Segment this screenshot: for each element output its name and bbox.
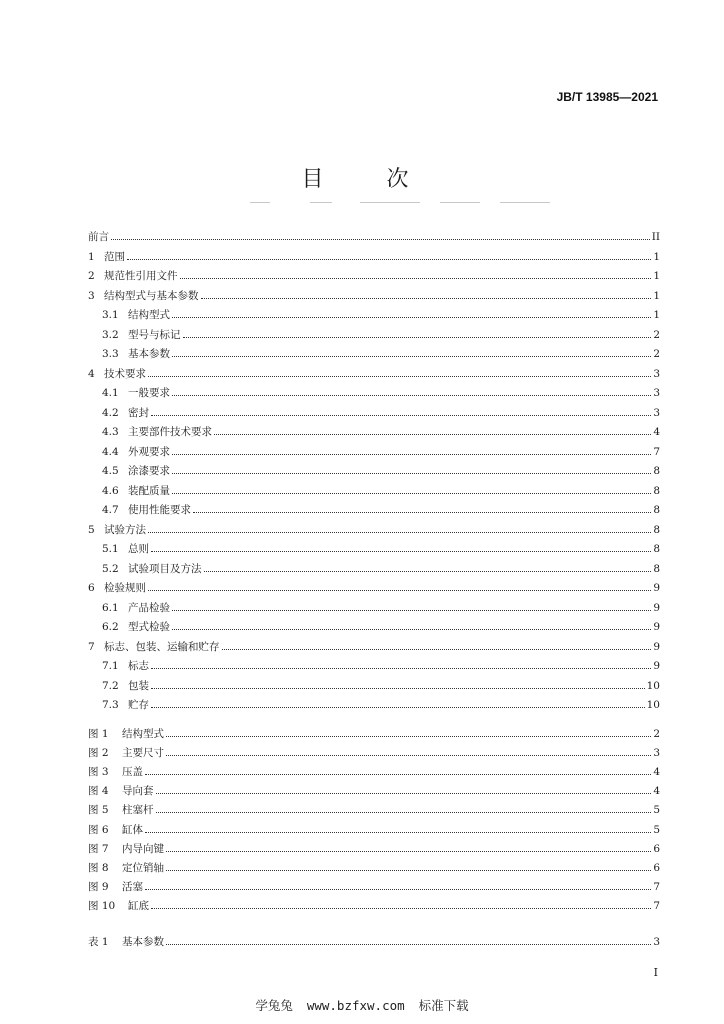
entry-number: 图 4 xyxy=(88,785,109,797)
entry-number: 3 xyxy=(88,290,95,302)
entry-number: 6.2 xyxy=(102,621,119,633)
dot-leader xyxy=(172,473,651,474)
toc-entry[interactable] xyxy=(88,522,660,538)
entry-page: 2 xyxy=(653,348,660,360)
entry-label: 柱塞杆 xyxy=(122,804,154,816)
entry-label: 基本参数 xyxy=(128,348,170,360)
toc-entry[interactable] xyxy=(88,346,660,362)
toc-entry[interactable] xyxy=(88,463,660,479)
dot-leader xyxy=(156,812,652,813)
entry-number: 4.5 xyxy=(102,465,119,477)
entry-number: 图 5 xyxy=(88,804,109,816)
entry-page: 3 xyxy=(653,368,660,380)
entry-label: 外观要求 xyxy=(128,446,170,458)
dot-leader xyxy=(214,434,651,435)
entry-label: 总则 xyxy=(128,543,149,555)
figure-entry[interactable] xyxy=(88,726,660,742)
entry-number: 图 10 xyxy=(88,900,116,912)
dot-leader xyxy=(148,376,651,377)
toc-entry[interactable] xyxy=(88,444,660,460)
toc-entry[interactable] xyxy=(88,366,660,382)
entry-number: 图 2 xyxy=(88,747,109,759)
entry-number: 5.2 xyxy=(102,563,119,575)
toc-entry[interactable] xyxy=(88,561,660,577)
entry-number: 表 1 xyxy=(88,936,109,948)
entry-number: 4.6 xyxy=(102,485,119,497)
entry-number: 7.3 xyxy=(102,699,119,711)
entry-label: 贮存 xyxy=(128,699,149,711)
entry-number: 图 6 xyxy=(88,824,109,836)
footer xyxy=(0,996,724,1014)
entry-number: 2 xyxy=(88,270,95,282)
entry-label: 型式检验 xyxy=(128,621,170,633)
dot-leader xyxy=(145,774,651,775)
dot-leader xyxy=(148,590,651,591)
figure-entry[interactable] xyxy=(88,841,660,857)
toc-entry[interactable] xyxy=(88,249,660,265)
entry-page: II xyxy=(651,231,660,243)
toc-entry[interactable] xyxy=(88,678,660,694)
entry-number: 3.1 xyxy=(102,309,119,321)
toc-entry[interactable] xyxy=(88,619,660,635)
entry-label: 压盖 xyxy=(122,766,143,778)
entry-label: 缸体 xyxy=(122,824,143,836)
entry-number: 6 xyxy=(88,582,95,594)
toc-entry[interactable] xyxy=(88,405,660,421)
entry-page: 8 xyxy=(653,524,660,536)
dot-leader xyxy=(180,278,652,279)
entry-page: 9 xyxy=(653,660,660,672)
dot-leader xyxy=(201,298,652,299)
entry-number: 图 9 xyxy=(88,881,109,893)
entry-number: 7 xyxy=(88,641,95,653)
entry-page: 3 xyxy=(653,407,660,419)
entry-page: 1 xyxy=(653,270,660,282)
entry-label: 密封 xyxy=(128,407,149,419)
table-of-contents xyxy=(88,0,660,1024)
entry-page: 3 xyxy=(653,747,660,759)
figure-entry[interactable] xyxy=(88,745,660,761)
entry-label: 主要部件技术要求 xyxy=(128,426,212,438)
entry-number: 图 3 xyxy=(88,766,109,778)
entry-page: 6 xyxy=(653,862,660,874)
dot-leader xyxy=(127,259,651,260)
entry-page: 5 xyxy=(653,824,660,836)
dot-leader xyxy=(145,832,651,833)
figure-entry[interactable] xyxy=(88,802,660,818)
entry-page: 1 xyxy=(653,309,660,321)
dot-leader xyxy=(172,610,651,611)
entry-page: 4 xyxy=(653,426,660,438)
entry-label: 前言 xyxy=(88,231,109,243)
entry-label: 结构型式 xyxy=(128,309,170,321)
dot-leader xyxy=(111,239,650,240)
dot-leader xyxy=(151,415,651,416)
entry-page: 8 xyxy=(653,504,660,516)
toc-entry[interactable] xyxy=(88,229,660,245)
entry-label: 规范性引用文件 xyxy=(104,270,178,282)
entry-label: 包装 xyxy=(128,680,149,692)
page-number: I xyxy=(653,966,658,979)
dot-leader xyxy=(166,851,651,852)
entry-page: 1 xyxy=(653,290,660,302)
dot-leader xyxy=(172,454,651,455)
toc-entry[interactable] xyxy=(88,483,660,499)
entry-label: 结构型式与基本参数 xyxy=(104,290,199,302)
entry-page: 4 xyxy=(653,785,660,797)
entry-page: 9 xyxy=(653,621,660,633)
figure-entry[interactable] xyxy=(88,822,660,838)
entry-number: 3.3 xyxy=(102,348,119,360)
toc-entry[interactable] xyxy=(88,385,660,401)
footer-url[interactable]: www.bzfxw.com xyxy=(306,998,405,1013)
entry-number: 4 xyxy=(88,368,95,380)
toc-entry[interactable] xyxy=(88,580,660,596)
entry-number: 4.2 xyxy=(102,407,119,419)
entry-label: 检验规则 xyxy=(104,582,146,594)
figure-entry[interactable] xyxy=(88,764,660,780)
entry-page: 8 xyxy=(653,563,660,575)
entry-label: 定位销轴 xyxy=(122,862,164,874)
page-title: 目 次 xyxy=(301,167,437,192)
entry-label: 标志、包装、运输和贮存 xyxy=(104,641,220,653)
entry-number: 图 1 xyxy=(88,728,109,740)
entry-number: 7.2 xyxy=(102,680,119,692)
entry-label: 试验项目及方法 xyxy=(128,563,202,575)
table-entry[interactable] xyxy=(88,934,660,950)
entry-label: 基本参数 xyxy=(122,936,164,948)
figure-entry[interactable] xyxy=(88,879,660,895)
entry-number: 1 xyxy=(88,251,95,263)
entry-label: 一般要求 xyxy=(128,387,170,399)
entry-label: 导向套 xyxy=(122,785,154,797)
dot-leader xyxy=(222,649,652,650)
entry-page: 9 xyxy=(653,582,660,594)
dot-leader xyxy=(193,512,651,513)
entry-page: 4 xyxy=(653,766,660,778)
entry-number: 7.1 xyxy=(102,660,119,672)
entry-page: 9 xyxy=(653,602,660,614)
dot-leader xyxy=(166,736,651,737)
entry-number: 4.3 xyxy=(102,426,119,438)
toc-entry[interactable] xyxy=(88,697,660,713)
entry-label: 标志 xyxy=(128,660,149,672)
entry-number: 5 xyxy=(88,524,95,536)
footer-tagline: 标准下载 xyxy=(418,998,469,1013)
dot-leader xyxy=(172,629,651,630)
dot-leader xyxy=(151,688,645,689)
entry-number: 5.1 xyxy=(102,543,119,555)
toc-entry[interactable] xyxy=(88,639,660,655)
toc-entry[interactable] xyxy=(88,327,660,343)
entry-label: 缸底 xyxy=(128,900,149,912)
dot-leader xyxy=(151,551,651,552)
entry-label: 试验方法 xyxy=(104,524,146,536)
dot-leader xyxy=(151,668,651,669)
figure-entry[interactable] xyxy=(88,898,660,914)
entry-label: 内导向键 xyxy=(122,843,164,855)
dot-leader xyxy=(166,755,651,756)
entry-page: 2 xyxy=(653,329,660,341)
entry-page: 1 xyxy=(653,251,660,263)
dot-leader xyxy=(156,793,652,794)
entry-page: 6 xyxy=(653,843,660,855)
toc-entry[interactable] xyxy=(88,307,660,323)
entry-page: 8 xyxy=(653,485,660,497)
figure-entry[interactable] xyxy=(88,860,660,876)
toc-entry[interactable] xyxy=(88,658,660,674)
dot-leader xyxy=(172,356,651,357)
entry-label: 型号与标记 xyxy=(128,329,181,341)
entry-page: 3 xyxy=(653,936,660,948)
entry-page: 7 xyxy=(653,900,660,912)
entry-page: 8 xyxy=(653,465,660,477)
footer-site: 学兔兔 xyxy=(255,998,293,1013)
entry-number: 6.1 xyxy=(102,602,119,614)
entry-label: 技术要求 xyxy=(104,368,146,380)
toc-entry[interactable] xyxy=(88,502,660,518)
dot-leader xyxy=(183,337,652,338)
entry-page: 10 xyxy=(646,699,660,711)
dot-leader xyxy=(172,317,651,318)
entry-page: 9 xyxy=(653,641,660,653)
dot-leader xyxy=(145,889,651,890)
entry-page: 2 xyxy=(653,728,660,740)
entry-page: 8 xyxy=(653,543,660,555)
toc-entry[interactable] xyxy=(88,268,660,284)
entry-number: 4.7 xyxy=(102,504,119,516)
entry-label: 产品检验 xyxy=(128,602,170,614)
entry-label: 范围 xyxy=(104,251,125,263)
dot-leader xyxy=(151,707,645,708)
entry-page: 7 xyxy=(653,881,660,893)
toc-entry[interactable] xyxy=(88,600,660,616)
entry-number: 4.1 xyxy=(102,387,119,399)
dot-leader xyxy=(166,870,651,871)
dot-leader xyxy=(204,571,652,572)
entry-label: 涂漆要求 xyxy=(128,465,170,477)
entry-page: 5 xyxy=(653,804,660,816)
standard-code: JB/T 13985—2021 xyxy=(556,90,658,104)
toc-entry[interactable] xyxy=(88,424,660,440)
dot-leader xyxy=(148,532,651,533)
entry-page: 7 xyxy=(653,446,660,458)
entry-label: 活塞 xyxy=(122,881,143,893)
dot-leader xyxy=(172,395,651,396)
dot-leader xyxy=(151,908,651,909)
entry-number: 图 7 xyxy=(88,843,109,855)
toc-entry[interactable] xyxy=(88,541,660,557)
entry-number: 图 8 xyxy=(88,862,109,874)
entry-label: 装配质量 xyxy=(128,485,170,497)
entry-page: 10 xyxy=(646,680,660,692)
dot-leader xyxy=(172,493,651,494)
entry-label: 结构型式 xyxy=(122,728,164,740)
entry-number: 4.4 xyxy=(102,446,119,458)
entry-label: 使用性能要求 xyxy=(128,504,191,516)
entry-label: 主要尺寸 xyxy=(122,747,164,759)
entry-page: 3 xyxy=(653,387,660,399)
entry-number: 3.2 xyxy=(102,329,119,341)
toc-entry[interactable] xyxy=(88,288,660,304)
dot-leader xyxy=(166,944,651,945)
figure-entry[interactable] xyxy=(88,783,660,799)
